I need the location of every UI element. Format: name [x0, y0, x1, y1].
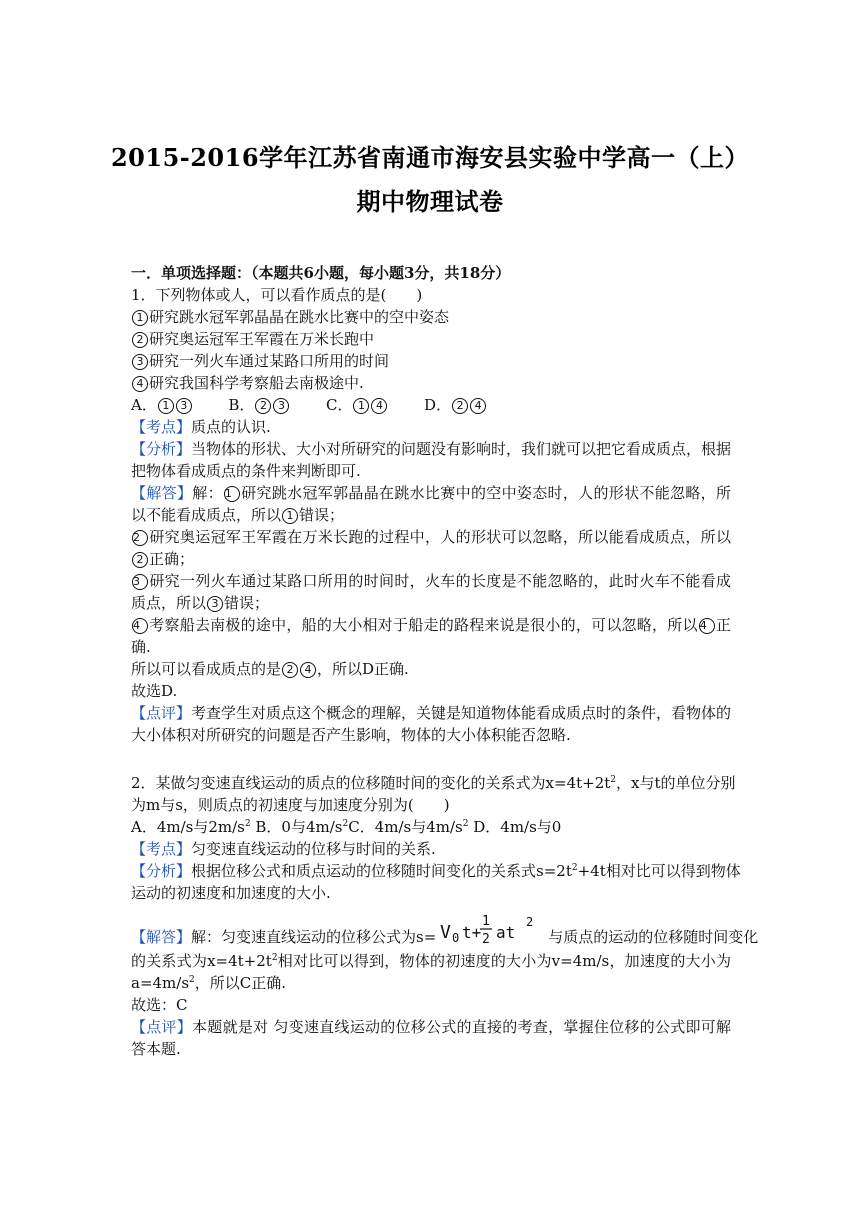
q2-option-a: A．4m/s与$2m/s^2$ — [131, 818, 251, 836]
q2-dianping-line2: 答本题. — [131, 1040, 181, 1058]
q1-jieda-line3: 2 研究奥运冠军王军霞在万米长跑的过程中，人的形状可以忽略，所以能看成质点，所以 — [133, 528, 731, 546]
q1-item-4 — [131, 372, 731, 394]
q2-stem-line1: 2．某做匀变速直线运动的质点的位移随时间的变化的关系式为$x=4t+2t^2$，x与t的单位分别 — [131, 774, 736, 792]
q2-jieda-line1: 【解答】解：匀变速直线运动的位移公式为s= V 0 t+ 1 2 at 2 与质点的运动的位移随时间变化 — [131, 904, 731, 950]
q1-jieda-line1: 【解答】解： 1 研究跳水冠军郭晶晶在跳水比赛中的空中姿态时，人的形状不能忽略，所 — [131, 484, 731, 502]
q1-item-text: 研究我国科学考察船去南极途中. — [149, 374, 364, 392]
q2-jieda-line3: $a=4m/s^2$，所以C正确. — [131, 974, 287, 992]
q2-fenxi-line2: 运动的初速度和加速度的大小. — [131, 884, 331, 902]
q1-item-1 — [131, 306, 731, 328]
q2-jieda-line2: 的关系式为$x=4t+2t^2$相对比可以得到，物体的初速度的大小为v=4m/s，加速度的大小为 — [131, 952, 731, 970]
circled-number: 1 — [132, 310, 148, 326]
q2-jieda-line4: 故选：C — [131, 996, 188, 1014]
svg-text:2: 2 — [482, 932, 491, 947]
svg-text:t+: t+ — [462, 923, 482, 942]
q1-item-text: 研究一列火车通过某路口所用的时间 — [149, 352, 390, 370]
q2-option-b: B．0与$4m/s^2$ — [255, 818, 349, 836]
q1-option-c: C． 1 4 — [326, 396, 388, 414]
q1-option-a: A． 1 3 — [131, 396, 193, 414]
document-title-line1: 2015-2016学年江苏省南通市海安县实验中学高一（上） — [110, 143, 750, 172]
q1-kaodian: 【考点】质点的认识. — [131, 418, 271, 436]
q1-fenxi-line1: 【分析】当物体的形状、大小对所研究的问题没有影响时，我们就可以把它看成质点，根据 — [131, 440, 732, 458]
q1-jieda-line8: 确. — [131, 638, 151, 656]
q2-stem-line2: 为m与s，则质点的初速度与加速度分别为( ) — [131, 796, 450, 814]
q2-options — [131, 816, 731, 838]
q1-options — [131, 394, 731, 416]
q1-stem: 1．下列物体或人，可以看作质点的是( ) — [131, 286, 423, 304]
svg-text:1: 1 — [482, 914, 491, 929]
svg-text:2: 2 — [526, 915, 534, 929]
document-body — [131, 262, 759, 1060]
q1-jieda-line6: 质点，所以 3 错误； — [131, 594, 270, 612]
q1-jieda-line9: 所以可以看成质点的是 2 4 ，所以D正确. — [131, 660, 409, 678]
q1-option-b: B． 2 3 — [228, 396, 290, 414]
q1-item-2 — [131, 328, 731, 350]
q1-jieda-line4: 2 正确； — [131, 548, 731, 570]
q1-jieda-line7: 4 考察船去南极的途中，船的大小相对于船走的路程来说是很小的，可以忽略，所以 4 正 — [133, 616, 731, 634]
document-title-line2: 期中物理试卷 — [356, 187, 504, 216]
q1-item-text: 研究奥运冠军王军霞在万米长跑中 — [149, 330, 375, 348]
q1-jieda-line5: 3 研究一列火车通过某路口所用的时间时，火车的长度是不能忽略的，此时火车不能看成 — [133, 572, 731, 590]
q1-dianping-line2: 大小体积对所研究的问题是否产生影响，物体的大小体积能否忽略. — [131, 726, 571, 744]
q1-dianping-line1: 【点评】考查学生对质点这个概念的理解，关键是知道物体能看成质点时的条件，看物体的 — [131, 704, 732, 722]
q2-fenxi-line1: 【分析】根据位移公式和质点运动的位移随时间变化的关系式$s=2t^2+4t$相对比可以得到物体 — [131, 862, 741, 880]
section-heading: 一．单项选择题：（本题共6小题，每小题3分，共18分） — [131, 264, 511, 282]
svg-text:V: V — [440, 922, 452, 943]
q1-item-text: 研究跳水冠军郭晶晶在跳水比赛中的空中姿态 — [149, 308, 450, 326]
q1-option-d: D． 2 4 — [424, 396, 487, 414]
circled-number: 4 — [132, 376, 148, 392]
displacement-formula — [438, 908, 546, 948]
svg-text:at: at — [496, 923, 516, 942]
circled-number: 2 — [132, 332, 148, 348]
q2-dianping-line1: 【点评】本题就是对 匀变速直线运动的位移公式的直接的考查，掌握住位移的公式即可解 — [131, 1018, 731, 1036]
q2-kaodian: 【考点】匀变速直线运动的位移与时间的关系. — [131, 840, 436, 858]
svg-text:0: 0 — [452, 931, 460, 945]
circled-number: 3 — [132, 354, 148, 370]
q1-jieda-line10: 故选D. — [131, 682, 178, 700]
q1-jieda-line2: 以不能看成质点，所以 1 错误； — [131, 506, 345, 524]
q2-option-d: D．4m/s与0 — [473, 818, 562, 836]
q1-item-3 — [131, 350, 731, 372]
q2-option-c: C．4m/s与$4m/s^2$ — [348, 818, 469, 836]
q1-fenxi-line2: 把物体看成质点的条件来判断即可. — [131, 462, 361, 480]
